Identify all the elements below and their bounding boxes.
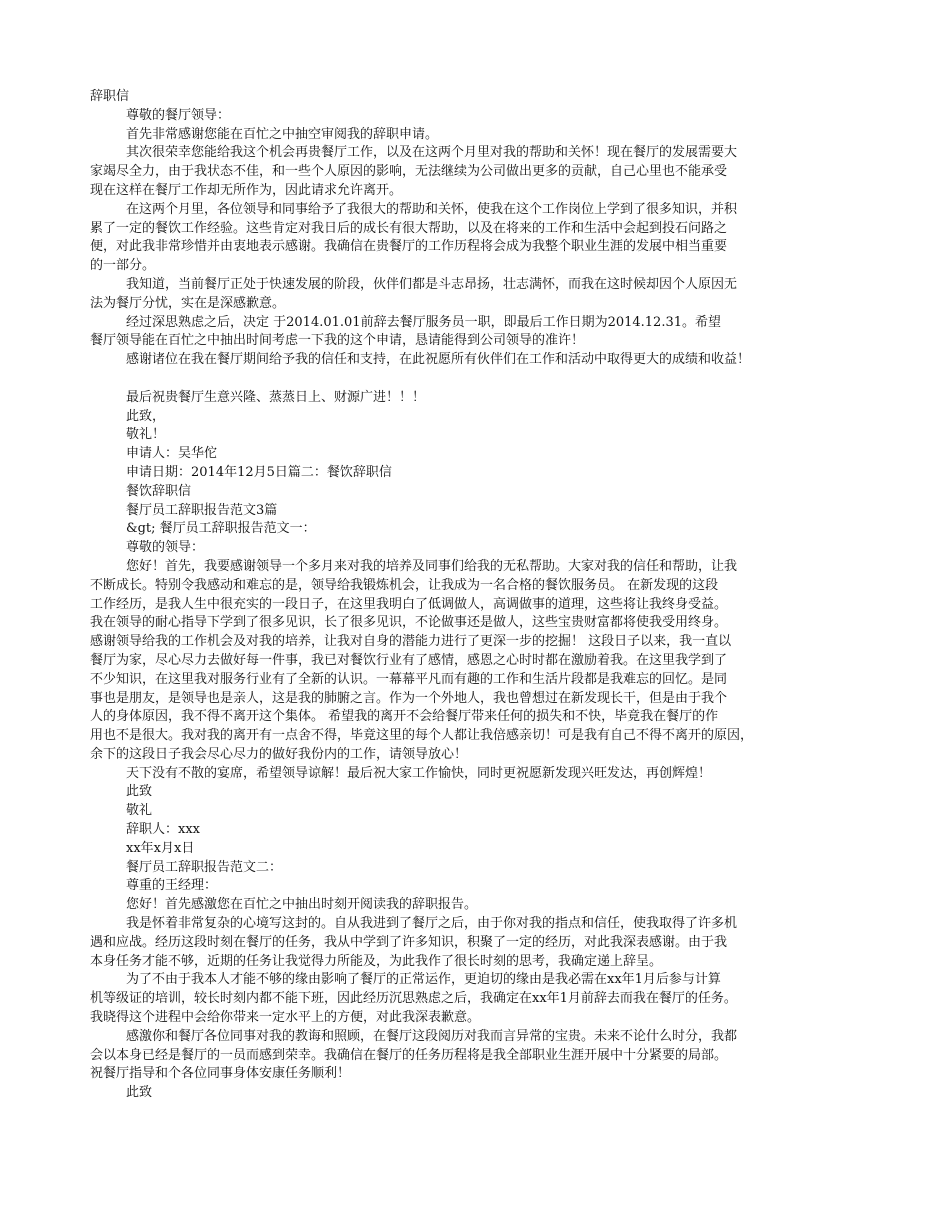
text-line: 为了不由于我本人才能不够的缘由影响了餐厅的正常运作，更迫切的缘由是我必需在xx年1月后参与计算 [126, 972, 721, 988]
text-line: 人的身体原因，我不得不离开这个集体。 希望我的离开不会给餐厅带来任何的损失和不快，毕竟我在餐厅的作 [90, 709, 719, 725]
text-line: &gt; 餐厅员工辞职报告范文一： [126, 521, 316, 537]
text-line: 用也不是很大。我对我的离开有一点舍不得，毕竟这里的每个人都让我倍感亲切！可是我有自己不得不离开的原因， [90, 728, 754, 744]
text-line: 餐厅员工辞职报告范文二： [126, 859, 283, 875]
text-line: 感激你和餐厅各位同事对我的教诲和照顾，在餐厅这段阅历对我而言异常的宝贵。未来不论什么时分，我都 [126, 1028, 738, 1044]
text-line: 餐饮辞职信 [126, 483, 192, 499]
text-line: 不断成长。特别令我感动和难忘的是，领导给我锻炼机会，让我成为一名合格的餐饮服务员。 在新发现的这段 [90, 577, 719, 593]
text-line: 在这两个月里，各位领导和同事给予了我很大的帮助和关怀，使我在这个工作岗位上学到了很多知识，并积 [126, 201, 738, 217]
text-line: 申请日期：2014年12月5日篇二：餐饮辞职信 [126, 464, 392, 480]
text-line: 餐厅为家，尽心尽力去做好每一件事，我已对餐饮行业有了感情，感恩之心时时都在激励着我。在这里我学到了 [90, 652, 728, 668]
text-line: 首先非常感谢您能在百忙之中抽空审阅我的辞职申请。 [126, 126, 439, 142]
text-line: 事也是朋友，是领导也是亲人，这是我的肺腑之言。作为一个外地人，我也曾想过在新发现长干，但是由于我个 [90, 690, 728, 706]
text-line: 此致 [126, 784, 153, 800]
text-line: 天下没有不散的宴席，希望领导谅解！最后祝大家工作愉快，同时更祝愿新发现兴旺发达，再创辉煌！ [126, 765, 712, 781]
text-line: 不少知识，在这里我对服务行业有了全新的认识。一幕幕平凡而有趣的工作和生活片段都是我难忘的回忆。是同 [90, 671, 728, 687]
text-line: 现在这样在餐厅工作却无所作为，因此请求允许离开。 [90, 182, 403, 198]
text-line: 餐厅领导能在百忙之中抽出时间考虑一下我的这个申请，恳请能得到公司领导的准许！ [90, 333, 585, 349]
text-line: 其次很荣幸您能给我这个机会再贵餐厅工作，以及在这两个月里对我的帮助和关怀！现在餐厅的发展需要大 [126, 145, 738, 161]
text-line: 我晓得这个进程中会给你带来一定水平上的方便，对此我深表歉意。 [90, 1010, 481, 1026]
text-line: 此致， [126, 408, 166, 424]
text-line: 敬礼！ [126, 427, 166, 443]
blank-line [90, 370, 866, 389]
text-line: 本身任务才能不够，近期的任务让我觉得力所能及，为此我作了很长时刻的思考，我确定递上辞呈。 [90, 953, 663, 969]
text-line: 尊敬的领导： [126, 540, 205, 556]
text-line: 此致 [126, 1085, 153, 1101]
document-body [90, 107, 866, 1103]
text-line: 辞职人：xxx [126, 822, 200, 838]
text-line: 经过深思熟虑之后，决定 于2014.01.01前辞去餐厅服务员一职，即最后工作日期为2014.12.31。希望 [126, 314, 721, 330]
text-line: 感谢领导给我的工作机会及对我的培养，让我对自身的潜能力进行了更深一步的挖掘！ 这段日子以来，我一直以 [90, 634, 732, 650]
text-line: 遇和应战。经历这段时刻在餐厅的任务，我从中学到了许多知识，积聚了一定的经历，对此我深表感谢。由于我 [90, 934, 728, 950]
text-line: 余下的这段日子我会尽心尽力的做好我份内的工作，请领导放心！ [90, 746, 468, 762]
text-line: 累了一定的餐饮工作经验。这些肯定对我日后的成长有很大帮助，以及在将来的工作和生活中会起到投石问路之 [90, 220, 728, 236]
text-line: 祝餐厅指导和个各位同事身体安康任务顺利！ [90, 1066, 351, 1082]
text-line: 您好！首先感激您在百忙之中抽出时刻开阅读我的辞职报告。 [126, 897, 478, 913]
document-title: 辞职信 [90, 89, 130, 104]
text-line: 的一部分。 [90, 258, 156, 274]
text-line: 工作经历，是我人生中很充实的一段日子，在这里我明白了低调做人，高调做事的道理，这些将让我终身受益。 [90, 596, 728, 612]
text-line: 敬礼 [126, 803, 153, 819]
text-line: 感谢诸位在我在餐厅期间给予我的信任和支持，在此祝愿所有伙伴们在工作和活动中取得更大的成绩和收益！ [126, 352, 751, 368]
text-line: 我是怀着非常复杂的心境写这封的。自从我进到了餐厅之后，由于你对我的指点和信任，使我取得了许多机 [126, 916, 738, 932]
text-line: 家竭尽全力，由于我状态不佳，和一些个人原因的影响，无法继续为公司做出更多的贡献，自己心里也不能承受 [90, 164, 728, 180]
text-line: 我知道，当前餐厅正处于快速发展的阶段，伙伴们都是斗志昂扬，壮志满怀，而我在这时候却因个人原因无 [126, 276, 738, 292]
text-line: 申请人：吴华佗 [126, 446, 218, 462]
text-line: 您好！首先，我要感谢领导一个多月来对我的培养及同事们给我的无私帮助。大家对我的信任和帮助，让我 [126, 558, 738, 574]
text-line: 会以本身已经是餐厅的一员而感到荣幸。我确信在餐厅的任务历程将是我全部职业生涯开展中十分紧要的局部。 [90, 1047, 728, 1063]
text-line: 尊重的王经理： [126, 878, 218, 894]
text-line: 便，对此我非常珍惜并由衷地表示感谢。我确信在贵餐厅的工作历程将会成为我整个职业生涯的发展中相当重要 [90, 239, 728, 255]
text-line: 机等级证的培训，较长时刻内都不能下班，因此经历沉思熟虑之后，我确定在xx年1月前辞去而我在餐厅的任务。 [90, 991, 737, 1007]
text-line: xx年x月x日 [126, 840, 195, 856]
text-line: 法为餐厅分忧，实在是深感歉意。 [90, 295, 286, 311]
text-line: 尊敬的餐厅领导： [126, 107, 231, 123]
text-line: 最后祝贵餐厅生意兴隆、蒸蒸日上、财源广进！！！ [126, 389, 426, 405]
text-line: 餐厅员工辞职报告范文3篇 [126, 502, 278, 518]
text-line: 我在领导的耐心指导下学到了很多见识，长了很多见识，不论做事还是做人，这些宝贵财富都将使我受用终身。 [90, 615, 728, 631]
